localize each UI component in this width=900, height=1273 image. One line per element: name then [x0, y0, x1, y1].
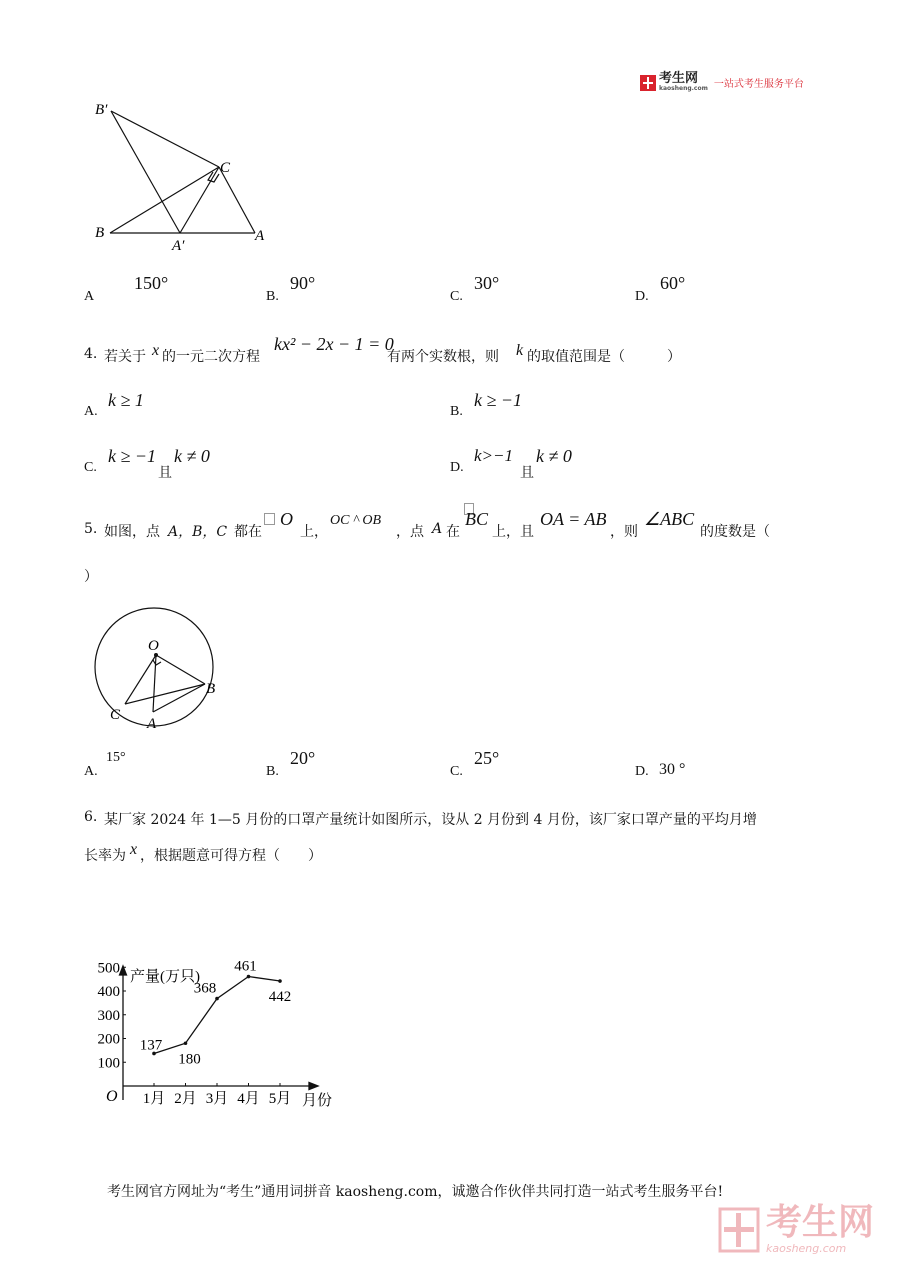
q4-option-c-math: k ≥ −1: [108, 446, 157, 466]
q3-option-c-letter: C.: [450, 289, 463, 304]
segment-aprime-c: [180, 167, 219, 233]
footer-text: 考生网官方网址为“考生”通用词拼音 kaosheng.com，诚邀合作伙伴共同打造一站式考生服务平台!: [107, 1184, 724, 1200]
label-bprime: B′: [95, 102, 108, 118]
y-tick-label: 100: [97, 1055, 120, 1072]
q3-option-d-letter: D.: [635, 289, 649, 304]
q4-option-c-math2: k ≠ 0: [174, 446, 210, 466]
segment-o-c: [125, 655, 156, 704]
x-tick-label: 3月: [205, 1091, 229, 1107]
q6-line-chart: [90, 960, 360, 1115]
q3-option-c-value: 30°: [474, 273, 500, 293]
q5-figure: [90, 598, 220, 738]
data-point: [215, 997, 219, 1001]
circle-symbol-icon: [264, 513, 275, 525]
q3-option-a-letter: A: [84, 289, 95, 304]
q4-option-a-letter: A.: [84, 404, 98, 419]
origin-label: O: [106, 1088, 118, 1105]
q4-option-c-letter: C.: [84, 460, 97, 475]
q4-stem: 4. 若关于 x 的一元二次方程 kx² − 2x − 1 = 0 有两个实数根，则 k 的取值范围是（ ）: [84, 334, 681, 365]
x-tick-label: 5月: [268, 1091, 292, 1107]
q3-options: [84, 273, 824, 307]
q6-line1: 某厂家 2024 年 1—5 月份的口罩产量统计如图所示，设从 2 月份到 4 月份，该厂家口罩产量的平均月增: [104, 812, 757, 828]
label-o: O: [148, 638, 159, 654]
x-tick-label: 2月: [174, 1091, 197, 1107]
watermark: [718, 1202, 875, 1255]
watermark-sub: kaosheng.com: [766, 1242, 847, 1255]
q5-stem: 5. 如图，点 A，B，C 都在 O 上， OC ^ OB ，点 A 在 BC 上，且 OA = AB ，则 ∠ABC 的度数是（ ）: [84, 505, 824, 585]
q5-options: [84, 748, 824, 782]
q5-option-b-value: 20°: [290, 748, 316, 768]
logo-mark-icon: [640, 75, 656, 91]
q4-option-d-letter: D.: [450, 460, 464, 475]
q5-option-a-value: 15°: [106, 750, 126, 765]
label-c: C: [220, 160, 231, 176]
header-logo: [640, 73, 804, 92]
q5-option-c-letter: C.: [450, 764, 463, 779]
y-tick-label: 400: [97, 984, 120, 1000]
q4-option-b-letter: B.: [450, 404, 463, 419]
q4-option-d-math: k>−1: [474, 446, 513, 465]
q4-option-b-math: k ≥ −1: [474, 390, 523, 410]
q4-equation: kx² − 2x − 1 = 0: [274, 334, 394, 354]
label-a: A: [147, 716, 157, 732]
label-aprime: A′: [172, 238, 185, 254]
data-label: 180: [178, 1051, 201, 1068]
segment-c-b: [125, 684, 205, 704]
watermark-brand: 考生网: [766, 1202, 875, 1243]
segment-o-b: [156, 655, 205, 684]
q3-option-b-value: 90°: [290, 273, 316, 293]
label-a: A: [255, 228, 265, 244]
label-c: C: [110, 707, 121, 723]
q5-option-d-letter: D.: [635, 764, 649, 779]
q4-option-a-math: k ≥ 1: [108, 390, 144, 410]
right-angle-mark-icon: [153, 660, 161, 665]
data-label: 461: [234, 960, 257, 975]
q3-option-b-letter: B.: [266, 289, 279, 304]
q5-option-c-value: 25°: [474, 748, 500, 768]
q6-stem: 6. 某厂家 2024 年 1—5 月份的口罩产量统计如图所示，设从 2 月份到 4 月份，该厂家口罩产量的平均月增 长率为 x ，根据题意可得方程（ ）: [84, 809, 757, 864]
q5-option-a-letter: A.: [84, 764, 98, 779]
q4-option-d-math2: k ≠ 0: [536, 446, 572, 466]
x-tick-label: 4月: [237, 1091, 260, 1107]
q5-number: 5.: [84, 521, 98, 537]
x-axis-label: 月份: [302, 1093, 333, 1109]
q6-number: 6.: [84, 809, 98, 825]
y-tick-label: 500: [97, 960, 120, 977]
logo-brand-sub: kaosheng.com: [659, 85, 708, 92]
data-label: 442: [268, 989, 292, 1006]
q3-option-a-value: 150°: [134, 273, 169, 293]
x-tick-label: 1月: [142, 1091, 166, 1107]
q3-figure: [85, 92, 285, 257]
label-b: B: [95, 225, 105, 241]
label-b: B: [206, 681, 216, 697]
segment-c-a: [219, 167, 255, 233]
q5-option-d-value: 30 °: [659, 761, 686, 778]
q3-option-d-value: 60°: [660, 273, 686, 293]
data-label: 137: [139, 1037, 163, 1054]
series-line: [154, 977, 280, 1054]
q4-options: A. k ≥ 1 B. k ≥ −1 C. k ≥ −1 且 k ≠ 0 D. k>−1 且 k ≠ 0: [84, 390, 572, 481]
data-point: [184, 1041, 188, 1045]
data-label: 368: [193, 980, 217, 997]
logo-brand: 考生网 kaosheng.com: [659, 71, 708, 92]
x-axis-arrow-icon: [309, 1083, 318, 1090]
y-axis-label: 产量(万只): [130, 969, 200, 985]
y-tick-label: 200: [97, 1031, 120, 1048]
watermark-logo-icon: [718, 1207, 760, 1253]
segment-b-c: [110, 167, 219, 233]
q5-option-b-letter: B.: [266, 764, 279, 779]
q4-number: 4.: [84, 346, 98, 362]
y-tick-label: 300: [97, 1007, 120, 1024]
data-point: [278, 979, 282, 983]
header-slogan: 一站式考生服务平台: [713, 79, 804, 90]
data-point: [247, 975, 251, 979]
